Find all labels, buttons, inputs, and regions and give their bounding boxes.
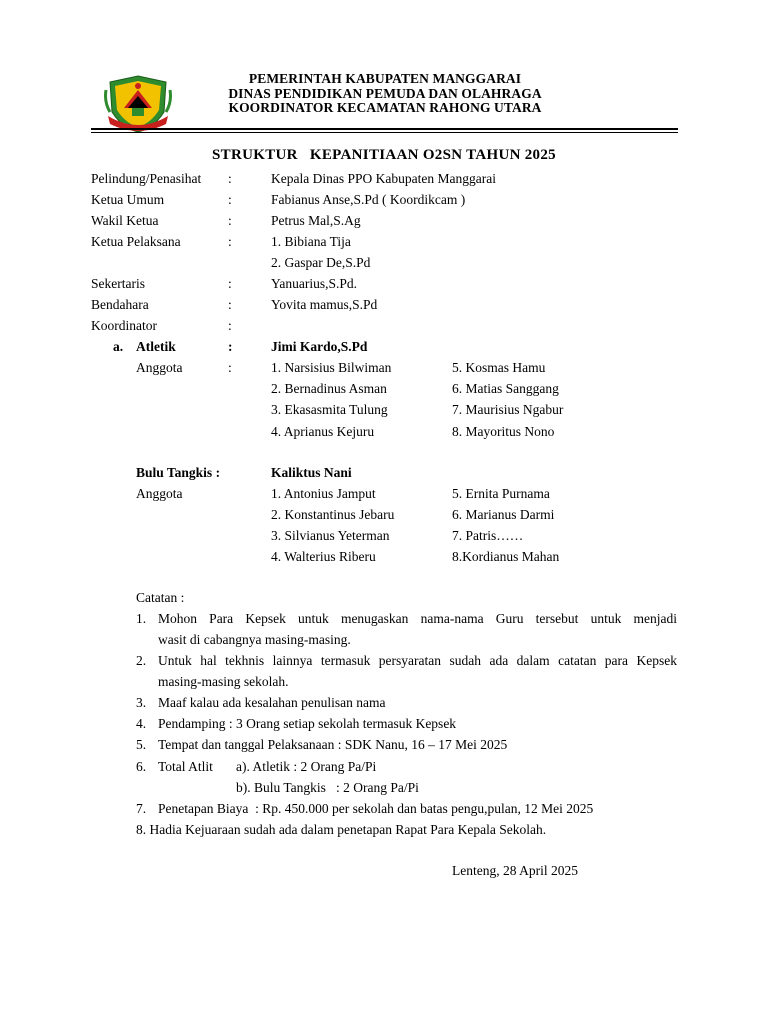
colon: : [228, 234, 232, 249]
atletik-leader: Jimi Kardo,S.Pd [271, 339, 368, 354]
ketua-pelaksana-value-1: 1. Bibiana Tija [271, 234, 351, 249]
pelindung-value: Kepala Dinas PPO Kabupaten Manggarai [271, 171, 496, 186]
atletik-member: 3. Ekasasmita Tulung [271, 402, 388, 417]
note-number: 7. [136, 801, 147, 816]
letterhead-rule-thick [91, 128, 678, 130]
note-number: 6. [136, 759, 147, 774]
colon: : [228, 339, 233, 354]
colon: : [228, 171, 232, 186]
letterhead-line-2: DINAS PENDIDIKAN PEMUDA DAN OLAHRAGA [228, 85, 542, 101]
bulu-tangkis-member: 5. Ernita Purnama [452, 486, 550, 501]
bulu-tangkis-member: 4. Walterius Riberu [271, 549, 376, 564]
note-6b: b). Bulu Tangkis : 2 Orang Pa/Pi [236, 780, 419, 795]
ketua-pelaksana-value-2: 2. Gaspar De,S.Pd [271, 255, 371, 270]
atletik-member: 1. Narsisius Bilwiman [271, 360, 392, 375]
note-6-label: Total Atlit [158, 759, 213, 774]
koordinator-label: Koordinator [91, 318, 157, 333]
atletik-member: 7. Maurisius Ngabur [452, 402, 564, 417]
note-number: 4. [136, 716, 147, 731]
letterhead-line-1: PEMERINTAH KABUPATEN MANGGARAI [248, 71, 522, 86]
notes-heading: Catatan : [136, 590, 185, 605]
note-3: Maaf kalau ada kesalahan penulisan nama [158, 695, 386, 710]
note-2-line-1: Untuk hal tekhnis lainnya termasuk persyaratan sudah ada dalam catatan para Kepsek [158, 653, 677, 668]
bulu-tangkis-member: 3. Silvianus Yeterman [271, 528, 390, 543]
sekertaris-label: Sekertaris [91, 276, 145, 291]
atletik-member: 8. Mayoritus Nono [452, 424, 555, 439]
colon: : [228, 192, 232, 207]
note-7: Penetapan Biaya : Rp. 450.000 per sekolah dan batas pengu,pulan, 12 Mei 2025 [158, 801, 594, 816]
bulu-tangkis-leader: Kaliktus Nani [271, 465, 352, 480]
pelindung-label: Pelindung/Penasihat [91, 171, 202, 186]
note-number: 1. [136, 611, 147, 626]
note-4: Pendamping : 3 Orang setiap sekolah termasuk Kepsek [158, 716, 457, 731]
atletik-member: 6. Matias Sanggang [452, 381, 559, 396]
wakil-ketua-value: Petrus Mal,S.Ag [271, 213, 361, 228]
atletik-member: 2. Bernadinus Asman [271, 381, 387, 396]
note-number: 3. [136, 695, 147, 710]
atletik-members-label: Anggota [136, 360, 183, 375]
note-1-line-2: wasit di cabangnya masing-masing. [158, 632, 351, 647]
document-title: STRUKTUR KEPANITIAAN O2SN TAHUN 2025 [212, 147, 556, 163]
letterhead [120, 72, 650, 116]
colon: : [228, 360, 232, 375]
place-date: Lenteng, 28 April 2025 [452, 863, 578, 878]
bendahara-label: Bendahara [91, 297, 149, 312]
colon: : [228, 297, 232, 312]
letterhead-rule-thin [91, 132, 678, 133]
note-number: 2. [136, 653, 147, 668]
bulu-tangkis-members-label: Anggota [136, 486, 183, 501]
ketua-pelaksana-label: Ketua Pelaksana [91, 234, 181, 249]
atletik-label: Atletik [136, 339, 176, 354]
atletik-member: 4. Aprianus Kejuru [271, 424, 375, 439]
colon: : [228, 213, 232, 228]
bulu-tangkis-member: 2. Konstantinus Jebaru [271, 507, 395, 522]
bulu-tangkis-member: 8.Kordianus Mahan [452, 549, 560, 564]
note-2-line-2: masing-masing sekolah. [158, 674, 289, 689]
bulu-tangkis-member: 1. Antonius Jamput [271, 486, 376, 501]
colon: : [228, 276, 232, 291]
ketua-umum-label: Ketua Umum [91, 192, 165, 207]
bendahara-value: Yovita mamus,S.Pd [271, 297, 378, 312]
note-number: 5. [136, 737, 147, 752]
sekertaris-value: Yanuarius,S.Pd. [271, 276, 358, 291]
note-1-line-1: Mohon Para Kepsek untuk menugaskan nama-nama Guru tersebut untuk menjadi [158, 611, 677, 626]
bulu-tangkis-member: 6. Marianus Darmi [452, 507, 555, 522]
colon: : [228, 318, 232, 333]
note-8: 8. Hadia Kejuaraan sudah ada dalam penetapan Rapat Para Kepala Sekolah. [136, 822, 547, 837]
bulu-tangkis-member: 7. Patris…… [452, 528, 524, 543]
atletik-member: 5. Kosmas Hamu [452, 360, 546, 375]
note-5: Tempat dan tanggal Pelaksanaan : SDK Nanu, 16 – 17 Mei 2025 [158, 737, 508, 752]
atletik-marker: a. [113, 339, 124, 354]
bulu-tangkis-label: Bulu Tangkis : [136, 465, 221, 480]
ketua-umum-value: Fabianus Anse,S.Pd ( Koordikcam ) [271, 192, 466, 207]
letterhead-line-3: KOORDINATOR KECAMATAN RAHONG UTARA [228, 100, 542, 115]
note-6a: a). Atletik : 2 Orang Pa/Pi [236, 759, 377, 774]
wakil-ketua-label: Wakil Ketua [91, 213, 159, 228]
